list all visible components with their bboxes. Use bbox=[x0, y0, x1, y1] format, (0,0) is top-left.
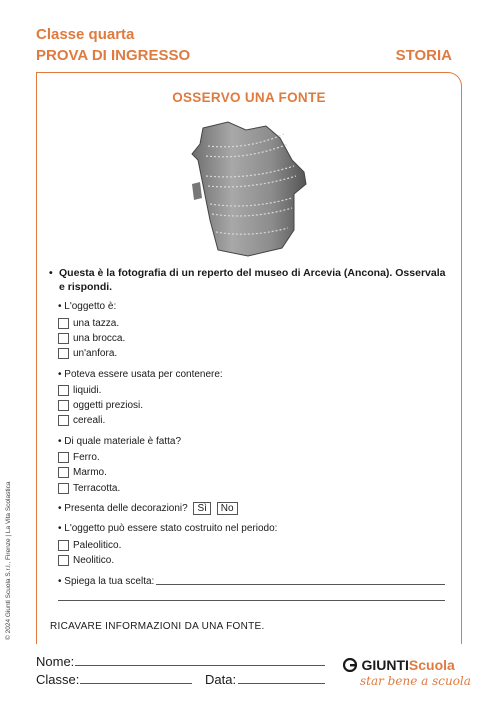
option-terracotta[interactable] bbox=[58, 482, 120, 496]
name-label: Nome: bbox=[36, 654, 75, 669]
subject-title: STORIA bbox=[395, 47, 452, 64]
date-label: Data: bbox=[205, 672, 237, 687]
intro-text: Questa è la fotografia di un reperto del museo di Arcevia (Ancona). Osservala e rispondi. bbox=[59, 267, 446, 293]
option-label: Marmo. bbox=[73, 467, 107, 478]
option-cereali[interactable] bbox=[58, 414, 105, 428]
option-label: liquidi. bbox=[73, 385, 102, 396]
option-liquidi[interactable] bbox=[58, 384, 101, 398]
giunti-logo-icon bbox=[343, 658, 357, 672]
question-material: • Di quale materiale è fatta? bbox=[58, 436, 182, 447]
option-label: cereali. bbox=[73, 415, 106, 426]
option-marmo[interactable] bbox=[58, 466, 107, 480]
copyright-notice: © 2024 Giunti Scuola S.r.l., Firenze | La Vita Scolastica bbox=[5, 481, 12, 640]
name-field[interactable] bbox=[75, 665, 325, 666]
option-label: Ferro. bbox=[73, 452, 100, 463]
artifact-photo bbox=[188, 120, 312, 260]
checkbox[interactable] bbox=[58, 415, 69, 426]
checkbox[interactable] bbox=[58, 452, 69, 463]
question-period: • L'oggetto può essere stato costruito nel periodo: bbox=[58, 523, 278, 534]
section-title: OSSERVO UNA FONTE bbox=[172, 90, 326, 105]
giunti-logo bbox=[343, 656, 455, 674]
option-label: una tazza. bbox=[73, 318, 120, 329]
option-label: una brocca. bbox=[73, 333, 126, 344]
grade-title: Classe quarta bbox=[36, 26, 135, 43]
checkbox[interactable] bbox=[58, 555, 69, 566]
giunti-brand-suffix: Scuola bbox=[408, 656, 455, 673]
question-decorations bbox=[58, 502, 238, 515]
intro-instruction bbox=[50, 266, 450, 294]
option-tazza[interactable] bbox=[58, 317, 119, 331]
option-label: oggetti preziosi. bbox=[73, 400, 144, 411]
answer-line[interactable] bbox=[156, 584, 445, 585]
option-label: Terracotta. bbox=[73, 483, 121, 494]
question-usage: • Poteva essere usata per contenere: bbox=[58, 369, 223, 380]
question-explain: • Spiega la tua scelta: bbox=[58, 576, 155, 587]
class-label: Classe: bbox=[36, 672, 80, 687]
test-title: PROVA DI INGRESSO bbox=[36, 47, 191, 64]
option-oggetti-preziosi[interactable] bbox=[58, 399, 143, 413]
checkbox[interactable] bbox=[58, 318, 69, 329]
option-anfora[interactable] bbox=[58, 347, 117, 361]
checkbox[interactable] bbox=[58, 467, 69, 478]
logo-tagline: star bene a scuola bbox=[360, 674, 471, 688]
content-frame-left-border bbox=[36, 72, 37, 644]
footer-objective: RICAVARE INFORMAZIONI DA UNA FONTE. bbox=[50, 621, 265, 632]
question-object-type: • L'oggetto è: bbox=[58, 301, 117, 312]
checkbox[interactable] bbox=[58, 540, 69, 551]
giunti-logo-text bbox=[361, 657, 454, 673]
option-ferro[interactable] bbox=[58, 451, 100, 465]
checkbox[interactable] bbox=[58, 348, 69, 359]
option-label: Paleolitico. bbox=[73, 540, 122, 551]
intro-bullet: • bbox=[49, 267, 53, 279]
answer-line[interactable] bbox=[58, 600, 445, 601]
giunti-brand: GIUNTI bbox=[361, 656, 409, 673]
option-brocca[interactable] bbox=[58, 332, 125, 346]
question-decorations-text: • Presenta delle decorazioni? bbox=[58, 503, 188, 514]
option-paleolitico[interactable] bbox=[58, 539, 121, 553]
option-label: Neolitico. bbox=[73, 555, 115, 566]
date-field[interactable] bbox=[238, 683, 325, 684]
class-field[interactable] bbox=[80, 683, 192, 684]
checkbox[interactable] bbox=[58, 483, 69, 494]
option-label: un'anfora. bbox=[73, 348, 118, 359]
answer-no-box[interactable]: No bbox=[217, 502, 238, 515]
answer-yes-box[interactable]: Sì bbox=[193, 502, 210, 515]
checkbox[interactable] bbox=[58, 385, 69, 396]
option-neolitico[interactable] bbox=[58, 554, 114, 568]
checkbox[interactable] bbox=[58, 400, 69, 411]
checkbox[interactable] bbox=[58, 333, 69, 344]
